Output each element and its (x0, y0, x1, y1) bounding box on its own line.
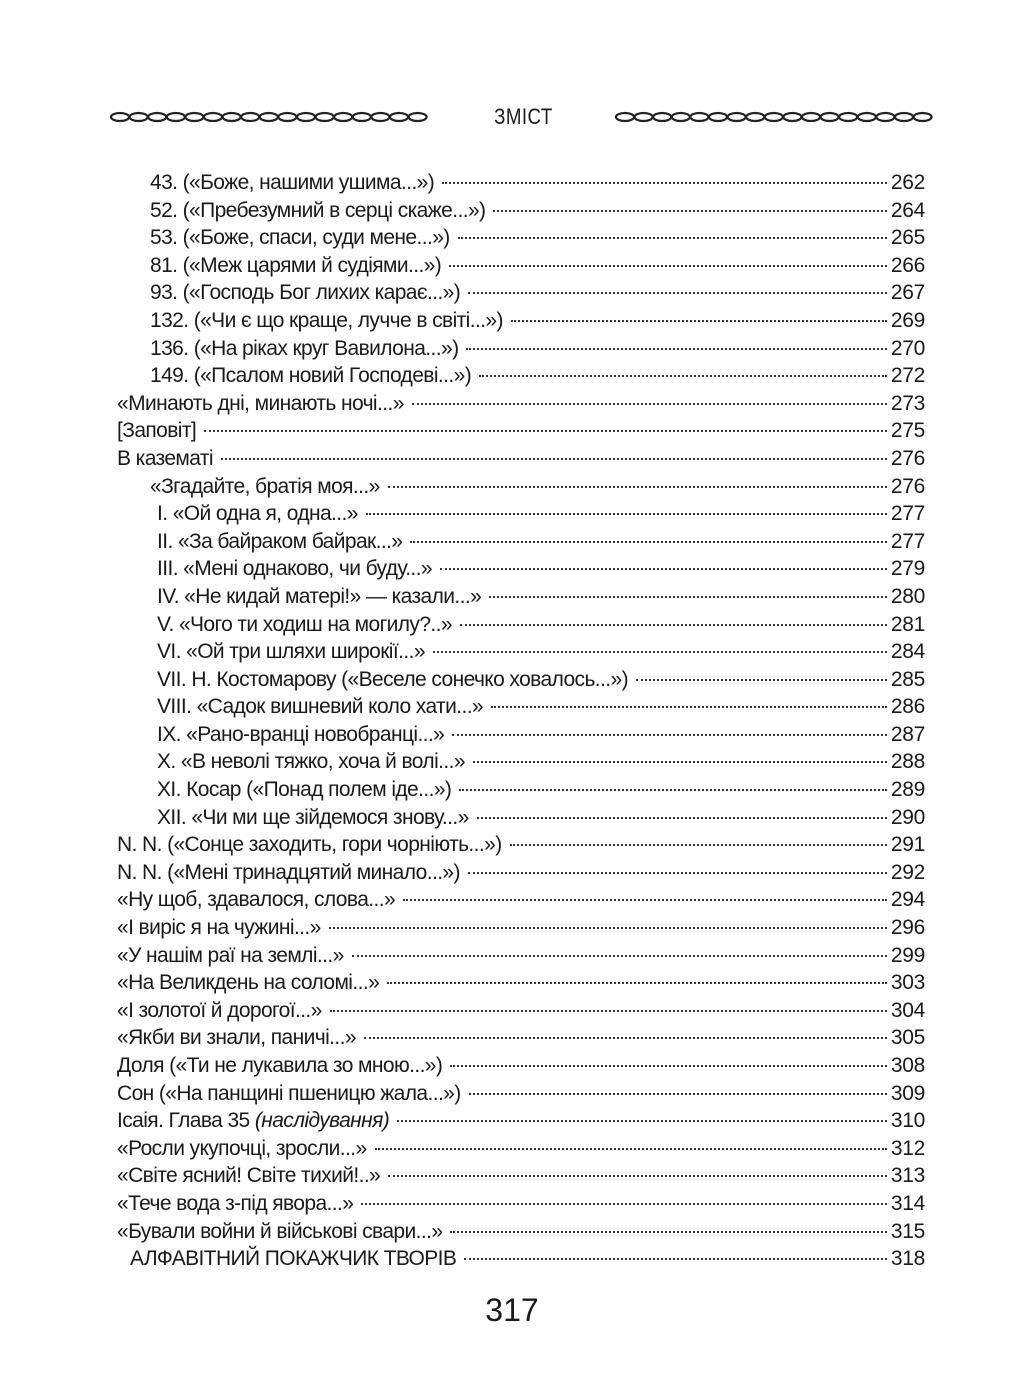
toc-entry-title (150, 226, 450, 250)
toc-entry (117, 971, 925, 999)
toc-entry-title (150, 199, 485, 223)
dot-leader (364, 1037, 887, 1039)
dot-leader (412, 403, 887, 405)
toc-entry-page: 286 (890, 695, 925, 719)
dot-leader (450, 1231, 886, 1233)
chain-link (690, 113, 708, 121)
chain-link (204, 113, 222, 121)
toc-entry-title (150, 364, 471, 388)
toc-entry-title (157, 695, 483, 719)
toc-entry-title (157, 750, 465, 774)
toc-entry-text: Сон («На панщині пшеницю жала...») (117, 1081, 461, 1105)
toc-entry-page: 294 (890, 888, 925, 912)
chain-link (876, 113, 894, 121)
toc-entry-title (157, 557, 432, 581)
toc-entry-text: «Світе ясний! Світе тихий!..» (117, 1164, 381, 1188)
toc-entry-text: 93. («Господь Бог лихих карає...») (150, 281, 461, 305)
chain-link (783, 113, 801, 121)
toc-entry (117, 502, 925, 530)
toc-entry-text: Доля («Ти не лукавила зо мною...») (117, 1054, 443, 1077)
toc-entry (117, 1247, 925, 1275)
toc-entry-text: I. «Ой одна я, одна...» (157, 502, 358, 526)
toc-entry-text: 43. («Боже, нашими ушима...») (150, 171, 435, 194)
dot-leader (221, 458, 887, 460)
toc-entry (117, 337, 925, 365)
toc-entry-page: 266 (890, 253, 925, 277)
toc-entry-text: 149. («Псалом новий Господеві...») (150, 364, 472, 388)
toc-entry (117, 557, 925, 585)
chain-link (130, 113, 148, 121)
chain-link (746, 113, 764, 121)
toc-entry (117, 668, 925, 696)
toc-entry-text: III. «Мені однаково, чи буду...» (157, 557, 432, 581)
toc-entry-text: V. «Чого ти ходиш на могилу?..» (157, 612, 452, 636)
toc-entry (117, 944, 925, 972)
chain-link (821, 113, 839, 121)
toc-entry-text: N. N. («Сонце заходить, гори чорніють...») (117, 833, 502, 857)
dot-leader (452, 734, 887, 736)
toc-entry-page: 312 (890, 1136, 925, 1160)
toc-entry-text: N. N. («Мені тринадцятий минало...») (117, 860, 460, 884)
toc-entry-title (150, 281, 460, 305)
toc-entry-page: 315 (890, 1219, 925, 1243)
dot-leader (469, 1093, 887, 1095)
chain-link (765, 113, 783, 121)
toc-entry-page: 277 (890, 529, 925, 553)
toc-entry-page: 310 (890, 1109, 925, 1133)
toc-entry (117, 199, 925, 227)
toc-entry-text: «На Великдень на соломі...» (117, 971, 380, 995)
toc-entry-title (117, 1026, 356, 1050)
toc-entry-page: 264 (890, 198, 925, 222)
toc-entry-text: II. «За байраком байрак...» (157, 529, 403, 553)
chain-link (653, 113, 671, 121)
dot-leader (491, 706, 887, 708)
toc-entry-text: 53. («Боже, спаси, суди мене...») (150, 226, 450, 250)
page-number: 317 (485, 1292, 539, 1328)
dot-leader (477, 817, 887, 819)
toc-entry (117, 419, 925, 447)
toc-entry-text: [Заповіт] (117, 419, 197, 443)
toc-entry-text: АЛФАВІТНИЙ ПОКАЖЧИК ТВОРІВ (130, 1247, 457, 1271)
toc-entry (117, 750, 925, 778)
toc-entry-text: «Тече вода з-під явора...» (117, 1191, 354, 1215)
chain-link (728, 113, 746, 121)
toc-entry-title (130, 1247, 456, 1271)
chain-link (111, 113, 129, 121)
toc-entry-title (157, 723, 444, 747)
toc-entry-page: 296 (890, 916, 925, 940)
toc-entry (117, 888, 925, 916)
toc-entry-text: Ісаія. Глава 35 (117, 1109, 255, 1133)
toc-entry-title (157, 778, 451, 802)
toc-entry-page: 277 (890, 502, 925, 526)
toc-entry (117, 1192, 925, 1220)
dot-leader (433, 651, 887, 653)
toc-entry-text: 136. («На ріках круг Вавилона...») (150, 336, 459, 360)
toc-entry-title (117, 447, 213, 471)
chain-link (185, 113, 203, 121)
toc-entry-text: «І золотої й дорогої...» (117, 998, 322, 1022)
toc-entry-title (157, 502, 358, 526)
dot-leader (510, 844, 887, 846)
chain-link (353, 113, 371, 121)
chain-link (635, 113, 653, 121)
toc-entry-page: 280 (890, 584, 925, 608)
toc-entry-title (150, 171, 434, 195)
dot-leader (361, 1203, 887, 1205)
toc-entry-title (157, 640, 425, 664)
toc-entry-page: 299 (890, 943, 925, 967)
toc-entry-text: «Ну щоб, здавалося, слова...» (117, 888, 396, 912)
toc-entry-page: 267 (890, 281, 925, 305)
dot-leader (458, 237, 887, 239)
chain-link (167, 113, 185, 121)
page-title: ЗМІСТ (493, 104, 553, 129)
toc-entry-title (117, 1164, 380, 1188)
toc-entry-page: 318 (890, 1247, 925, 1271)
toc-entry-title (150, 309, 503, 333)
dot-leader (489, 596, 887, 598)
toc-entry (117, 254, 925, 282)
toc-entry-text: 52. («Пребезумний в серці скаже...») (150, 198, 486, 222)
table-of-contents (117, 171, 925, 1275)
toc-entry-page: 292 (890, 860, 925, 884)
toc-entry-page: 276 (890, 446, 925, 470)
toc-entry-title (117, 1137, 367, 1161)
chain-link (672, 113, 690, 121)
toc-entry-page: 288 (890, 750, 925, 774)
dot-leader (473, 761, 887, 763)
toc-entry (117, 695, 925, 723)
toc-entry-page: 289 (890, 778, 925, 802)
toc-entry (117, 723, 925, 751)
toc-entry-page: 284 (890, 640, 925, 664)
toc-entry-page: 273 (890, 391, 925, 415)
toc-entry-text: VI. «Ой три шляхи широкії...» (157, 640, 425, 664)
chain-link (278, 113, 296, 121)
toc-entry-page: 304 (890, 998, 925, 1022)
toc-entry-title (117, 999, 322, 1023)
toc-entry-text: «Якби ви знали, паничі...» (117, 1026, 356, 1050)
toc-entry-title (117, 1109, 389, 1133)
toc-entry-title (117, 1082, 461, 1106)
toc-entry-page: 276 (890, 474, 925, 498)
dot-leader (449, 265, 887, 267)
chain-link (148, 113, 166, 121)
toc-entry (117, 1137, 925, 1165)
dot-leader (403, 899, 887, 901)
toc-entry-page: 279 (890, 557, 925, 581)
toc-entry-title (117, 916, 321, 940)
dot-leader (450, 1065, 887, 1067)
toc-entry-title (150, 337, 458, 361)
dot-leader (330, 1010, 887, 1012)
toc-entry-title (157, 530, 402, 554)
chain-ornament-left (108, 110, 433, 124)
toc-entry-text: «Росли укупочці, зросли...» (117, 1136, 367, 1160)
toc-entry (117, 1220, 925, 1248)
dot-leader (204, 430, 887, 432)
toc-entry (117, 530, 925, 558)
toc-entry-page: 281 (890, 612, 925, 636)
toc-entry (117, 226, 925, 254)
toc-entry (117, 475, 925, 503)
toc-entry-text: «Згадайте, братія моя...» (150, 474, 380, 498)
dot-leader (479, 375, 887, 377)
dot-leader (397, 1120, 887, 1122)
chain-link (297, 113, 315, 121)
toc-entry (117, 833, 925, 861)
chain-link (241, 113, 259, 121)
chain-link (223, 113, 241, 121)
dot-leader (442, 182, 887, 184)
toc-entry (117, 1109, 925, 1137)
toc-entry (117, 364, 925, 392)
toc-entry-title (117, 944, 344, 968)
toc-entry-page: 291 (890, 833, 925, 857)
toc-entry (117, 309, 925, 337)
toc-entry-page: 290 (890, 805, 925, 829)
chain-link (895, 113, 913, 121)
toc-entry-page: 313 (890, 1164, 925, 1188)
toc-entry-page: 285 (890, 667, 925, 691)
toc-entry-italic-note: (наслідування) (254, 1109, 390, 1133)
toc-entry-page: 269 (890, 308, 925, 332)
dot-leader (636, 679, 887, 681)
toc-entry-title (117, 1220, 442, 1244)
toc-entry-title (157, 613, 452, 637)
toc-entry (117, 999, 925, 1027)
toc-entry-page: 270 (890, 336, 925, 360)
toc-entry-title (117, 392, 404, 416)
toc-entry-title (150, 475, 380, 499)
dot-leader (460, 624, 887, 626)
toc-entry (117, 613, 925, 641)
chain-link (390, 113, 408, 121)
dot-leader (366, 513, 887, 515)
toc-entry (117, 861, 925, 889)
toc-entry-page: 309 (890, 1081, 925, 1105)
toc-entry-text: XII. «Чи ми ще зійдемося знову...» (157, 805, 469, 829)
toc-entry-title (117, 861, 460, 885)
dot-leader (352, 955, 887, 957)
chain-ornament-right (613, 110, 938, 124)
dot-leader (493, 210, 886, 212)
chain-link (914, 113, 932, 121)
toc-entry-text: «Бували войни й військові свари...» (117, 1219, 443, 1243)
dot-leader (329, 927, 887, 929)
chain-link (839, 113, 857, 121)
toc-entry-text: «І виріс я на чужині...» (117, 916, 321, 940)
chain-link (334, 113, 352, 121)
toc-entry-text: 132. («Чи є що краще, лучче в світі...») (150, 308, 503, 332)
toc-entry (117, 281, 925, 309)
dot-leader (388, 486, 887, 488)
toc-entry-title (117, 419, 196, 443)
chain-link (802, 113, 820, 121)
chain-link (858, 113, 876, 121)
dot-leader (468, 292, 887, 294)
toc-entry-title (117, 1054, 442, 1078)
toc-entry-text: В казематі (117, 446, 213, 470)
toc-entry-text: X. «В неволі тяжко, хоча й волі...» (157, 750, 465, 774)
toc-entry (117, 806, 925, 834)
toc-entry-page: 275 (890, 419, 925, 443)
toc-entry-text: VII. Н. Костомарову («Веселе сонечко ховалось...») (157, 667, 628, 691)
toc-entry (117, 1164, 925, 1192)
toc-entry-page: 272 (890, 364, 925, 388)
toc-entry-page: 287 (890, 722, 925, 746)
toc-entry-title (157, 668, 628, 692)
toc-entry (117, 1054, 925, 1082)
toc-entry-page: 308 (890, 1054, 925, 1077)
toc-entry (117, 392, 925, 420)
toc-entry (117, 1026, 925, 1054)
page-header (108, 100, 938, 134)
chain-link (409, 113, 427, 121)
toc-entry-title (157, 806, 469, 830)
toc-entry-title (117, 1192, 353, 1216)
chain-link (371, 113, 389, 121)
dot-leader (464, 1258, 887, 1260)
dot-leader (459, 789, 887, 791)
toc-entry-text: 81. («Меж царями й судіями...») (150, 253, 442, 277)
toc-entry-text: IV. «Не кидай матері!» — казали...» (157, 584, 482, 608)
toc-entry-text: IX. «Рано-вранці новобранці...» (157, 722, 445, 746)
toc-entry-page: 262 (890, 171, 925, 194)
dot-leader (388, 1175, 887, 1177)
toc-entry-page: 314 (890, 1191, 925, 1215)
toc-entry-title (117, 971, 379, 995)
dot-leader (440, 568, 887, 570)
toc-entry (117, 640, 925, 668)
toc-entry-title (157, 585, 481, 609)
toc-entry-page: 305 (890, 1026, 925, 1050)
toc-entry-page: 265 (890, 226, 925, 250)
chain-link (316, 113, 334, 121)
toc-entry (117, 585, 925, 613)
toc-entry-title (117, 888, 395, 912)
dot-leader (410, 541, 886, 543)
dot-leader (511, 320, 887, 322)
chain-link (709, 113, 727, 121)
toc-entry-text: XI. Косар («Понад полем іде...») (157, 778, 452, 802)
dot-leader (468, 872, 887, 874)
toc-entry-title (150, 254, 441, 278)
toc-entry (117, 1082, 925, 1110)
toc-entry (117, 447, 925, 475)
toc-entry-text: «Минають дні, минають ночі...» (117, 391, 404, 415)
chain-link (260, 113, 278, 121)
dot-leader (375, 1148, 887, 1150)
dot-leader (466, 348, 886, 350)
toc-entry-title (117, 833, 502, 857)
toc-entry-text: VIII. «Садок вишневий коло хати...» (157, 695, 484, 719)
toc-entry (117, 916, 925, 944)
toc-entry-page: 303 (890, 971, 925, 995)
chain-link (616, 113, 634, 121)
toc-entry (117, 778, 925, 806)
toc-entry (117, 171, 925, 199)
toc-entry-text: «У нашім раї на землі...» (117, 943, 344, 967)
dot-leader (387, 982, 887, 984)
